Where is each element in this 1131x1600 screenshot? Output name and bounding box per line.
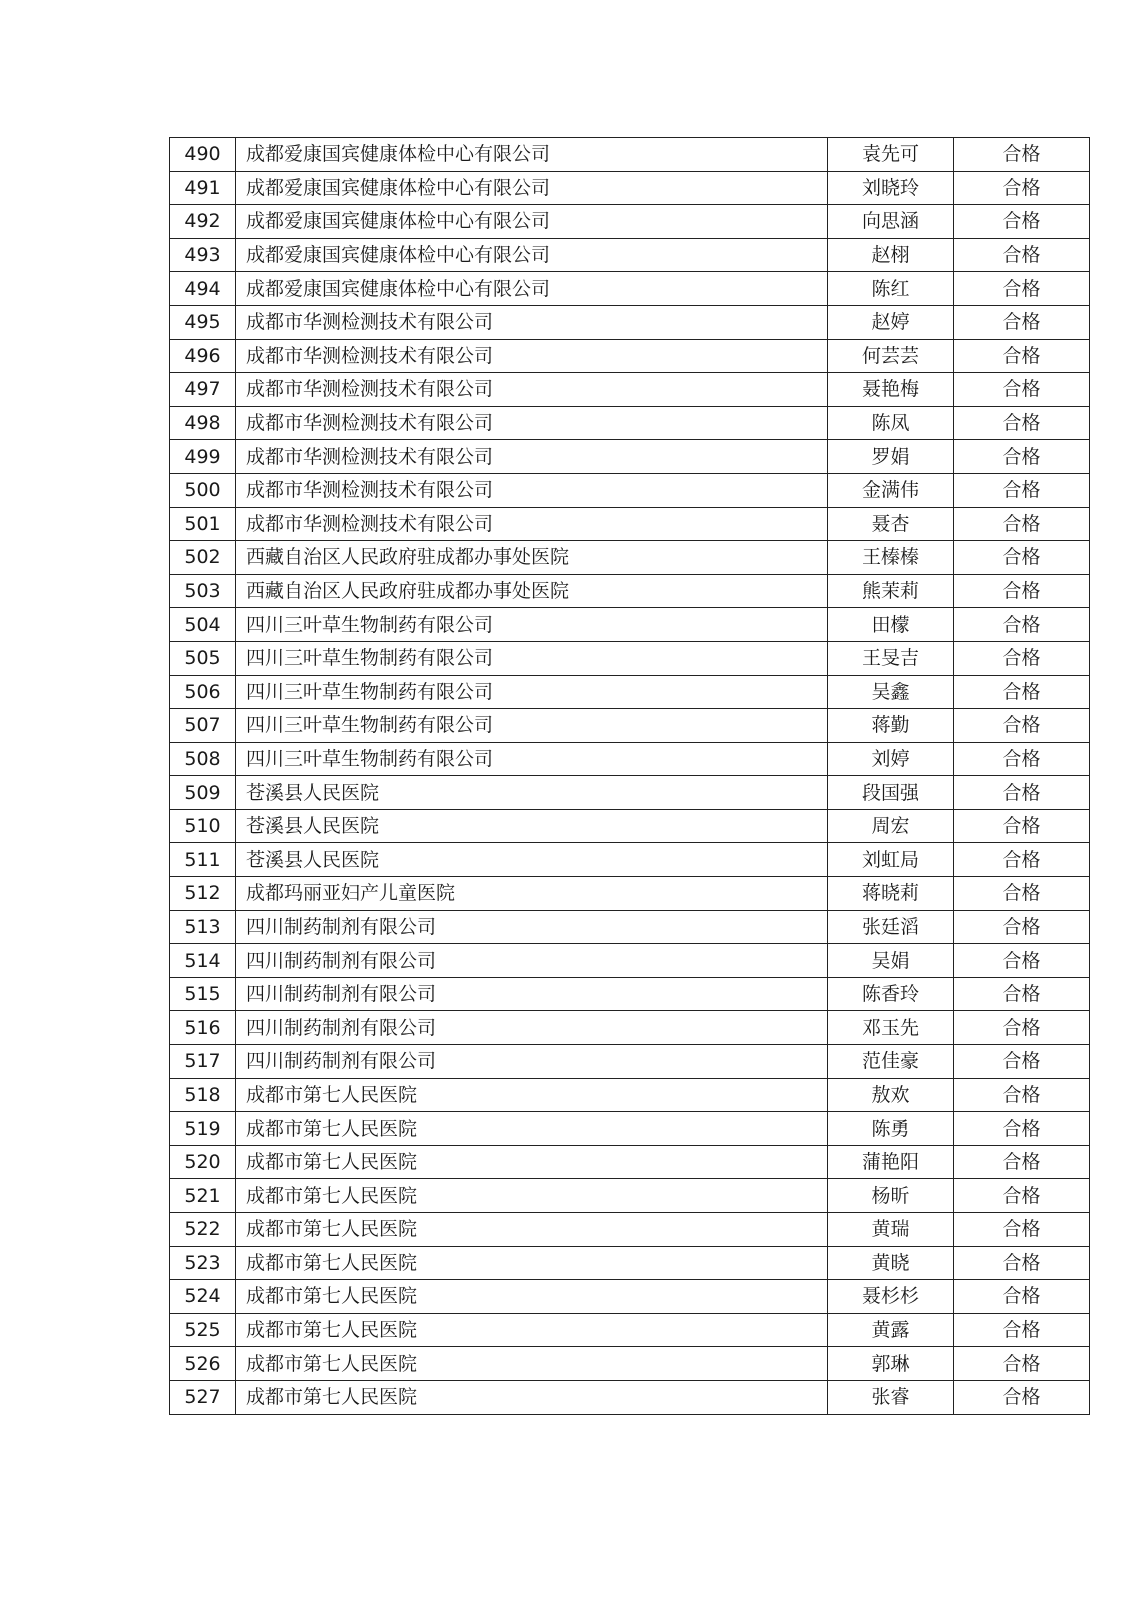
table-row: [170, 138, 1090, 172]
row-number: 513: [170, 910, 236, 944]
person-name: 刘虹局: [828, 843, 954, 877]
table-row: [170, 171, 1090, 205]
table-row: [170, 272, 1090, 306]
result-status: 合格: [954, 205, 1090, 239]
table-row: [170, 1213, 1090, 1247]
row-number: 511: [170, 843, 236, 877]
row-number: 516: [170, 1011, 236, 1045]
result-status: 合格: [954, 877, 1090, 911]
result-status: 合格: [954, 171, 1090, 205]
table-row: [170, 1045, 1090, 1079]
result-status: 合格: [954, 843, 1090, 877]
result-status: 合格: [954, 1347, 1090, 1381]
person-name: 赵栩: [828, 238, 954, 272]
person-name: 郭琳: [828, 1347, 954, 1381]
row-number: 515: [170, 977, 236, 1011]
organization-name: 四川三叶草生物制药有限公司: [236, 742, 828, 776]
person-name: 张廷滔: [828, 910, 954, 944]
table-row: [170, 977, 1090, 1011]
row-number: 514: [170, 944, 236, 978]
person-name: 向思涵: [828, 205, 954, 239]
person-name: 邓玉先: [828, 1011, 954, 1045]
row-number: 525: [170, 1313, 236, 1347]
table-row: [170, 641, 1090, 675]
table-row: [170, 1246, 1090, 1280]
row-number: 492: [170, 205, 236, 239]
table-row: [170, 843, 1090, 877]
table-row: [170, 1347, 1090, 1381]
person-name: 陈香玲: [828, 977, 954, 1011]
table-row: [170, 238, 1090, 272]
table-row: [170, 1011, 1090, 1045]
person-name: 何芸芸: [828, 339, 954, 373]
person-name: 范佳豪: [828, 1045, 954, 1079]
person-name: 蒋晓莉: [828, 877, 954, 911]
row-number: 506: [170, 675, 236, 709]
row-number: 520: [170, 1145, 236, 1179]
result-status: 合格: [954, 776, 1090, 810]
organization-name: 成都市第七人民医院: [236, 1179, 828, 1213]
table-row: [170, 406, 1090, 440]
organization-name: 成都玛丽亚妇产儿童医院: [236, 877, 828, 911]
result-status: 合格: [954, 272, 1090, 306]
table-row: [170, 574, 1090, 608]
row-number: 502: [170, 541, 236, 575]
row-number: 503: [170, 574, 236, 608]
table-row: [170, 1112, 1090, 1146]
organization-name: 西藏自治区人民政府驻成都办事处医院: [236, 574, 828, 608]
organization-name: 苍溪县人民医院: [236, 809, 828, 843]
table-row: [170, 776, 1090, 810]
person-name: 金满伟: [828, 473, 954, 507]
row-number: 523: [170, 1246, 236, 1280]
results-table: [169, 137, 1090, 1415]
result-status: 合格: [954, 507, 1090, 541]
person-name: 敖欢: [828, 1078, 954, 1112]
person-name: 黄晓: [828, 1246, 954, 1280]
table-row: [170, 944, 1090, 978]
result-status: 合格: [954, 742, 1090, 776]
table-row: [170, 608, 1090, 642]
table-row: [170, 742, 1090, 776]
organization-name: 成都市第七人民医院: [236, 1380, 828, 1414]
result-status: 合格: [954, 406, 1090, 440]
organization-name: 四川制药制剂有限公司: [236, 910, 828, 944]
row-number: 495: [170, 305, 236, 339]
row-number: 496: [170, 339, 236, 373]
result-status: 合格: [954, 1011, 1090, 1045]
row-number: 509: [170, 776, 236, 810]
person-name: 吴鑫: [828, 675, 954, 709]
organization-name: 苍溪县人民医院: [236, 776, 828, 810]
person-name: 熊茉莉: [828, 574, 954, 608]
row-number: 507: [170, 709, 236, 743]
row-number: 508: [170, 742, 236, 776]
row-number: 505: [170, 641, 236, 675]
person-name: 刘婷: [828, 742, 954, 776]
result-status: 合格: [954, 1179, 1090, 1213]
organization-name: 成都爱康国宾健康体检中心有限公司: [236, 238, 828, 272]
organization-name: 成都市第七人民医院: [236, 1347, 828, 1381]
person-name: 王榛榛: [828, 541, 954, 575]
person-name: 陈凤: [828, 406, 954, 440]
person-name: 袁先可: [828, 138, 954, 172]
row-number: 504: [170, 608, 236, 642]
person-name: 罗娟: [828, 440, 954, 474]
table-row: [170, 675, 1090, 709]
person-name: 聂杏: [828, 507, 954, 541]
person-name: 黄瑞: [828, 1213, 954, 1247]
row-number: 510: [170, 809, 236, 843]
table-row: [170, 473, 1090, 507]
row-number: 490: [170, 138, 236, 172]
table-row: [170, 541, 1090, 575]
table-row: [170, 339, 1090, 373]
organization-name: 成都市第七人民医院: [236, 1145, 828, 1179]
organization-name: 苍溪县人民医院: [236, 843, 828, 877]
result-status: 合格: [954, 339, 1090, 373]
table-row: [170, 305, 1090, 339]
table-row: [170, 1078, 1090, 1112]
row-number: 491: [170, 171, 236, 205]
table-row: [170, 709, 1090, 743]
table-row: [170, 1179, 1090, 1213]
result-status: 合格: [954, 1213, 1090, 1247]
organization-name: 成都市第七人民医院: [236, 1112, 828, 1146]
organization-name: 成都市华测检测技术有限公司: [236, 339, 828, 373]
result-status: 合格: [954, 910, 1090, 944]
result-status: 合格: [954, 305, 1090, 339]
person-name: 段国强: [828, 776, 954, 810]
result-status: 合格: [954, 709, 1090, 743]
result-status: 合格: [954, 809, 1090, 843]
organization-name: 四川三叶草生物制药有限公司: [236, 641, 828, 675]
organization-name: 成都市华测检测技术有限公司: [236, 305, 828, 339]
person-name: 张睿: [828, 1380, 954, 1414]
table-row: [170, 1145, 1090, 1179]
result-status: 合格: [954, 1313, 1090, 1347]
person-name: 蒲艳阳: [828, 1145, 954, 1179]
person-name: 吴娟: [828, 944, 954, 978]
result-status: 合格: [954, 440, 1090, 474]
result-status: 合格: [954, 541, 1090, 575]
organization-name: 四川三叶草生物制药有限公司: [236, 608, 828, 642]
table-row: [170, 205, 1090, 239]
person-name: 刘晓玲: [828, 171, 954, 205]
person-name: 王旻吉: [828, 641, 954, 675]
person-name: 周宏: [828, 809, 954, 843]
row-number: 517: [170, 1045, 236, 1079]
row-number: 499: [170, 440, 236, 474]
organization-name: 四川制药制剂有限公司: [236, 1045, 828, 1079]
organization-name: 成都市第七人民医院: [236, 1213, 828, 1247]
result-status: 合格: [954, 977, 1090, 1011]
organization-name: 西藏自治区人民政府驻成都办事处医院: [236, 541, 828, 575]
organization-name: 成都市华测检测技术有限公司: [236, 473, 828, 507]
row-number: 526: [170, 1347, 236, 1381]
result-status: 合格: [954, 675, 1090, 709]
person-name: 杨昕: [828, 1179, 954, 1213]
organization-name: 四川三叶草生物制药有限公司: [236, 675, 828, 709]
organization-name: 成都市华测检测技术有限公司: [236, 507, 828, 541]
result-status: 合格: [954, 473, 1090, 507]
organization-name: 四川制药制剂有限公司: [236, 944, 828, 978]
row-number: 497: [170, 373, 236, 407]
row-number: 500: [170, 473, 236, 507]
table-row: [170, 877, 1090, 911]
organization-name: 四川制药制剂有限公司: [236, 977, 828, 1011]
row-number: 518: [170, 1078, 236, 1112]
organization-name: 成都市第七人民医院: [236, 1078, 828, 1112]
result-status: 合格: [954, 138, 1090, 172]
person-name: 陈勇: [828, 1112, 954, 1146]
row-number: 512: [170, 877, 236, 911]
row-number: 501: [170, 507, 236, 541]
organization-name: 成都爱康国宾健康体检中心有限公司: [236, 205, 828, 239]
person-name: 聂艳梅: [828, 373, 954, 407]
result-status: 合格: [954, 1280, 1090, 1314]
organization-name: 成都市第七人民医院: [236, 1280, 828, 1314]
organization-name: 四川制药制剂有限公司: [236, 1011, 828, 1045]
table-row: [170, 1380, 1090, 1414]
results-table-body: [170, 138, 1090, 1415]
row-number: 493: [170, 238, 236, 272]
result-status: 合格: [954, 373, 1090, 407]
organization-name: 成都市华测检测技术有限公司: [236, 373, 828, 407]
row-number: 494: [170, 272, 236, 306]
result-status: 合格: [954, 238, 1090, 272]
row-number: 522: [170, 1213, 236, 1247]
result-status: 合格: [954, 1246, 1090, 1280]
table-row: [170, 910, 1090, 944]
result-status: 合格: [954, 1045, 1090, 1079]
result-status: 合格: [954, 641, 1090, 675]
table-row: [170, 440, 1090, 474]
result-status: 合格: [954, 1078, 1090, 1112]
person-name: 陈红: [828, 272, 954, 306]
organization-name: 四川三叶草生物制药有限公司: [236, 709, 828, 743]
organization-name: 成都市第七人民医院: [236, 1246, 828, 1280]
table-row: [170, 507, 1090, 541]
person-name: 赵婷: [828, 305, 954, 339]
row-number: 521: [170, 1179, 236, 1213]
result-status: 合格: [954, 574, 1090, 608]
person-name: 田檬: [828, 608, 954, 642]
table-row: [170, 809, 1090, 843]
result-status: 合格: [954, 608, 1090, 642]
row-number: 527: [170, 1380, 236, 1414]
result-status: 合格: [954, 944, 1090, 978]
row-number: 519: [170, 1112, 236, 1146]
row-number: 524: [170, 1280, 236, 1314]
table-row: [170, 373, 1090, 407]
table-row: [170, 1280, 1090, 1314]
result-status: 合格: [954, 1112, 1090, 1146]
result-status: 合格: [954, 1380, 1090, 1414]
person-name: 黄露: [828, 1313, 954, 1347]
person-name: 聂杉杉: [828, 1280, 954, 1314]
organization-name: 成都爱康国宾健康体检中心有限公司: [236, 171, 828, 205]
table-row: [170, 1313, 1090, 1347]
row-number: 498: [170, 406, 236, 440]
organization-name: 成都爱康国宾健康体检中心有限公司: [236, 272, 828, 306]
organization-name: 成都市第七人民医院: [236, 1313, 828, 1347]
organization-name: 成都爱康国宾健康体检中心有限公司: [236, 138, 828, 172]
organization-name: 成都市华测检测技术有限公司: [236, 440, 828, 474]
result-status: 合格: [954, 1145, 1090, 1179]
organization-name: 成都市华测检测技术有限公司: [236, 406, 828, 440]
person-name: 蒋勤: [828, 709, 954, 743]
